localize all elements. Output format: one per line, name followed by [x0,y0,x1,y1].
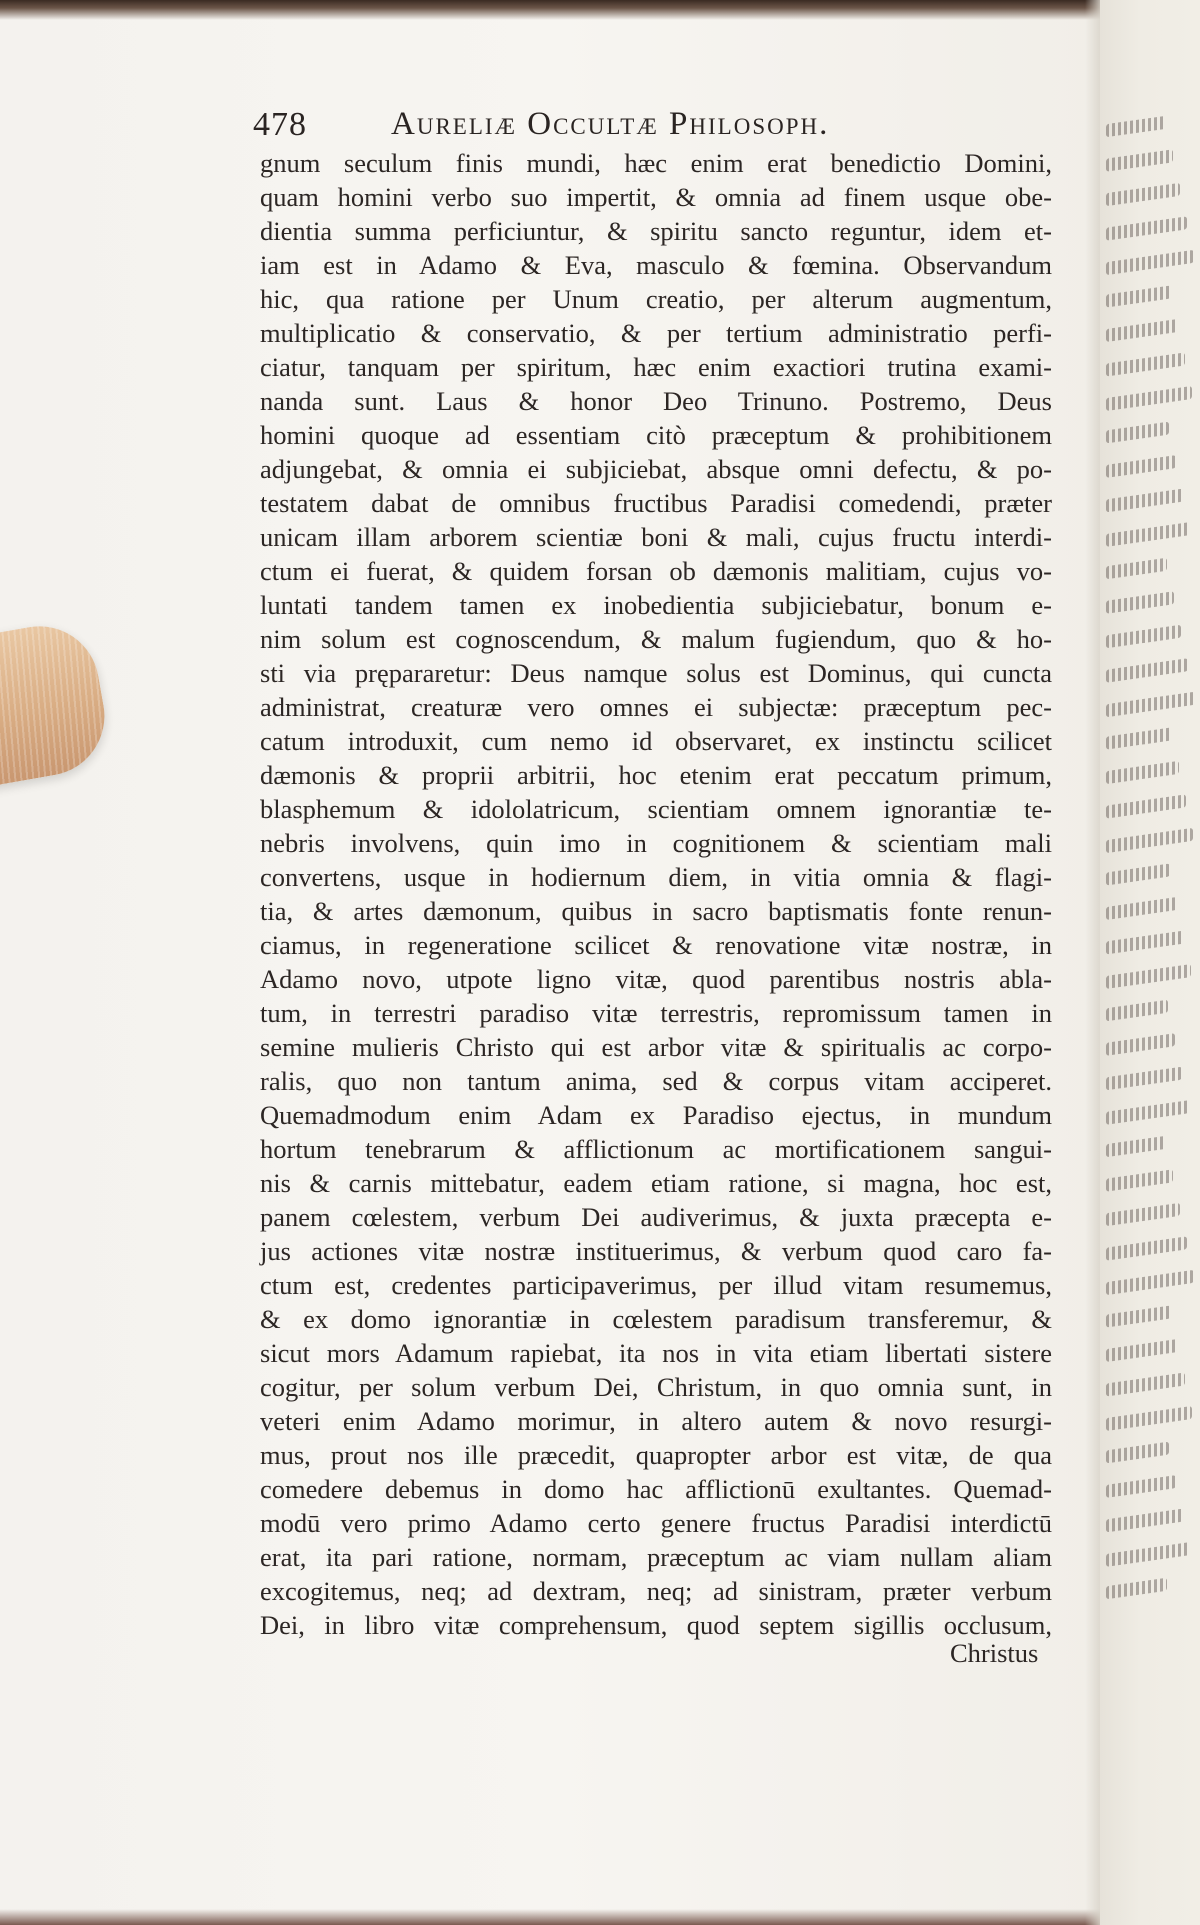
facing-page-ink [1106,1442,1169,1464]
facing-page-ink [1106,1509,1183,1533]
text-line: unicam illam arborem scientiæ boni & mali, cujus fructu interdi- [260,522,1052,552]
facing-page-ink [1106,1305,1171,1327]
facing-page-ink [1106,422,1169,444]
text-line: sti via prępararetur: Deus namque solus est Dominus, qui cuncta [260,658,1052,688]
text-line: Dei, in libro vitæ comprehensum, quod septem sigillis occlusum, [260,1610,1052,1640]
text-line: mus, prout nos ille præcedit, quapropter arbor est vitæ, de qua [260,1440,1052,1470]
facing-page-ink [1106,1000,1168,1022]
text-line: convertens, usque in hodiernum diem, in vitia omnia & flagi- [260,862,1052,892]
facing-page-ink [1106,1270,1194,1295]
facing-page-ink [1106,1169,1173,1191]
facing-page-ink [1106,183,1180,206]
facing-page-ink [1106,692,1195,718]
text-line: cogitur, per solum verbum Dei, Christum, in quo omnia sunt, in [260,1372,1052,1402]
text-line: Adamo novo, utpote ligno vitæ, quod parentibus nostris abla- [260,964,1052,994]
facing-page-ink [1106,1136,1166,1157]
text-line: blasphemum & idololatricum, scientiam omnem ignorantiæ te- [260,794,1052,824]
text-line: sicut mors Adamum rapiebat, ita nos in vita etiam libertati sistere [260,1338,1052,1368]
text-line: tum, in terrestri paradiso vitæ terrestris, repromissum tamen in [260,998,1052,1028]
page-top-edge [0,0,1100,20]
text-line: hortum tenebrarum & afflictionum ac mortificationem sangui- [260,1134,1052,1164]
page-bottom-edge [0,1909,1100,1925]
facing-page-ink [1106,1067,1182,1091]
facing-page-ink [1106,591,1174,614]
facing-page-ink [1106,1236,1187,1260]
running-title: Aureliæ Occultæ Philosoph. [391,106,830,142]
text-line: comedere debemus in domo hac afflictionū exultantes. Quemad- [260,1474,1052,1504]
facing-page-ink [1106,1372,1185,1396]
facing-page-ink [1106,727,1172,749]
facing-page-ink [1106,794,1186,818]
facing-page-ink [1106,352,1185,376]
text-line: nis & carnis mittebatur, eadem etiam ratione, si magna, hoc est, [260,1168,1052,1198]
text-line: ctum est, credentes participaverimus, per illud vitam resumemus, [260,1270,1052,1300]
text-line: testatem dabat de omnibus fructibus Paradisi comedendi, præter [260,488,1052,518]
facing-page-ink [1106,964,1191,989]
facing-page-ink [1106,1033,1175,1056]
text-line: excogitemus, neq; ad dextram, neq; ad sinistram, præter verbum [260,1576,1052,1606]
facing-page-ink [1106,1339,1178,1362]
text-line: Quemadmodum enim Adam ex Paradiso ejectus, in mundum [260,1100,1052,1130]
catchword: Christus [950,1638,1039,1668]
text-line: catum introduxit, cum nemo id observaret, ex instinctu scilicet [260,726,1052,756]
text-line: dientia summa perficiuntur, & spiritu sancto reguntur, idem et- [260,216,1052,246]
text-line: luntati tandem tamen ex inobedientia subjiciebatur, bonum e- [260,590,1052,620]
facing-page-ink [1106,319,1178,342]
text-line: nim solum est cognoscendum, & malum fugiendum, quo & ho- [260,624,1052,654]
text-line: nebris involvens, quin imo in cognitionem & scientiam mali [260,828,1052,858]
facing-page-ink [1106,1475,1176,1498]
facing-page-ink [1106,761,1179,784]
text-line: erat, ita pari ratione, normam, præceptum ac viam nullam aliam [260,1542,1052,1572]
facing-page-edge [1100,0,1200,1925]
facing-page-ink [1106,250,1194,275]
facing-page-ink [1106,489,1183,513]
facing-page-ink [1106,386,1192,411]
facing-page-ink [1106,625,1181,649]
facing-page-ink [1106,216,1187,240]
body-text [260,146,1052,1642]
text-line: hic, qua ratione per Unum creatio, per alterum augmentum, [260,284,1052,314]
text-line: ciamus, in regeneratione scilicet & renovatione vitæ nostræ, in [260,930,1052,960]
facing-page-ink [1106,828,1193,853]
facing-page-ink [1106,864,1170,886]
text-line: nanda sunt. Laus & honor Deo Trinuno. Postremo, Deus [260,386,1052,416]
facing-page-ink [1106,1406,1192,1431]
facing-page-ink [1106,1578,1167,1600]
text-line: iam est in Adamo & Eva, masculo & fœmina. Observandum [260,250,1052,280]
facing-page-ink [1106,1203,1180,1226]
text-line: jus actiones vitæ nostræ instituerimus, & verbum quod caro fa- [260,1236,1052,1266]
facing-page-ink [1106,149,1173,171]
facing-page-ink [1106,116,1166,137]
facing-page-ink [1106,1542,1190,1567]
facing-page-ink [1106,455,1176,478]
running-head [253,100,973,150]
facing-page-ink [1106,285,1171,307]
text-line: quam homini verbo suo impertit, & omnia ad finem usque obe- [260,182,1052,212]
text-line: administrat, creaturæ vero omnes ei subjectæ: præceptum pec- [260,692,1052,722]
text-line: tia, & artes dæmonum, quibus in sacro baptismatis fonte renun- [260,896,1052,926]
text-line: homini quoque ad essentiam citò præceptum & prohibitionem [260,420,1052,450]
page-number: 478 [253,106,307,143]
text-line: adjungebat, & omnia ei subjiciebat, absque omni defectu, & po- [260,454,1052,484]
text-line: ralis, quo non tantum anima, sed & corpus vitam acciperet. [260,1066,1052,1096]
text-line: dæmonis & proprii arbitrii, hoc etenim erat peccatum primum, [260,760,1052,790]
facing-page-ink [1106,558,1167,580]
facing-page-ink [1106,897,1177,920]
text-line: multiplicatio & conservatio, & per tertium administratio perfi- [260,318,1052,348]
text-line: semine mulieris Christo qui est arbor vitæ & spiritualis ac corpo- [260,1032,1052,1062]
facing-page-ink [1106,522,1190,547]
text-line: ciatur, tanquam per spiritum, hæc enim exactiori trutina exami- [260,352,1052,382]
text-line: modū vero primo Adamo certo genere fructus Paradisi interdictū [260,1508,1052,1538]
text-line: gnum seculum finis mundi, hæc enim erat benedictio Domini, [260,148,1052,178]
facing-page-ink [1106,1100,1189,1125]
text-line: veteri enim Adamo morimur, in altero autem & novo resurgi- [260,1406,1052,1436]
text-line: panem cœlestem, verbum Dei audiverimus, & juxta præcepta e- [260,1202,1052,1232]
text-line: & ex domo ignorantiæ in cœlestem paradisum transferemur, & [260,1304,1052,1334]
text-line: ctum ei fuerat, & quidem forsan ob dæmonis malitiam, cujus vo- [260,556,1052,586]
facing-page-ink [1106,658,1188,683]
facing-page-ink [1106,931,1184,955]
